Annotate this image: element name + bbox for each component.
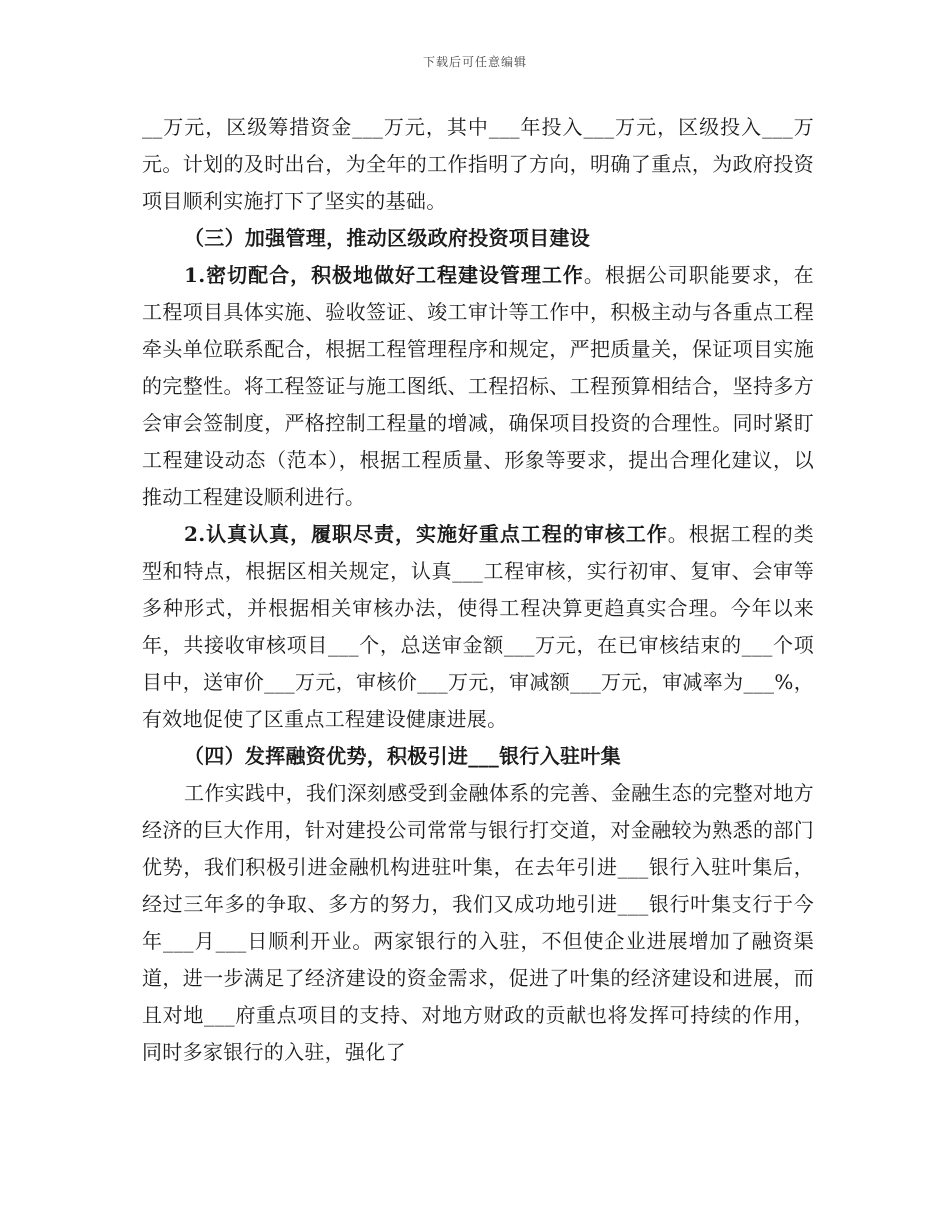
paragraph-lead-1: 1.密切配合，积极地做好工程建设管理工作	[184, 263, 584, 287]
paragraph-body-1: 。根据公司职能要求，在工程项目具体实施、验收签证、竣工审计等工作中，积极主动与各重点工程牵头单位联系配合，根据工程管理程序和规定，严把质量关，保证项目实施的完整性。将工程签证与施工图纸、工程招标、工程预算相结合，坚持多方会审会签制度，严格控制工程量的增减，确保项目投资的合理性。同时紧盯工程建设动态（范本），根据工程质量、形象等要求，提出合理化建议，以推动工程建设顺利进行。	[142, 263, 814, 509]
paragraph-financing: 工作实践中，我们深刻感受到金融体系的完善、金融生态的完整对地方经济的巨大作用，针对建投公司常常与银行打交道，对金融较为熟悉的部门优势，我们积极引进金融机构进驻叶集，在去年引进___银行入驻叶集后，经过三年多的争取、多方的努力，我们又成功地引进___银行叶集支行于今年___月___日顺利开业。两家银行的入驻，不但使企业进展增加了融资渠道，进一步满足了经济建设的资金需求，促进了叶集的经济建设和进展，而且对地___府重点项目的支持、对地方财政的贡献也将发挥可持续的作用，同时多家银行的入驻，强化了	[142, 781, 814, 1064]
paragraph-project-audit	[142, 516, 814, 738]
paragraph-body-2: 。根据工程的类型和特点，根据区相关规定，认真___工程审核，实行初审、复审、会审等多种形式，并根据相关审核办法，使得工程决算更趋真实合理。今年以来年，共接收审核项目___个，总送审金额___万元，在已审核结束的___个项目中，送审价___万元，审核价___万元，审减额___万元，审减率为___%，有效地促使了区重点工程建设健康进展。	[142, 522, 814, 731]
paragraph-construction-management	[142, 257, 814, 516]
section-heading-3: （三）加强管理，推动区级政府投资项目建设	[184, 226, 590, 250]
section-heading-4: （四）发挥融资优势，积极引进___银行入驻叶集	[184, 744, 621, 768]
page-header: 下载后可任意编辑	[422, 55, 527, 69]
document-body	[142, 109, 814, 1071]
paragraph-lead-2: 2.认真认真，履职尽责，实施好重点工程的审核工作	[184, 522, 668, 546]
paragraph-funding-plan: __万元，区级筹措资金___万元，其中___年投入___万元，区级投入___万元。计划的及时出台，为全年的工作指明了方向，明确了重点，为政府投资项目顺利实施打下了坚实的基础。	[142, 115, 814, 213]
